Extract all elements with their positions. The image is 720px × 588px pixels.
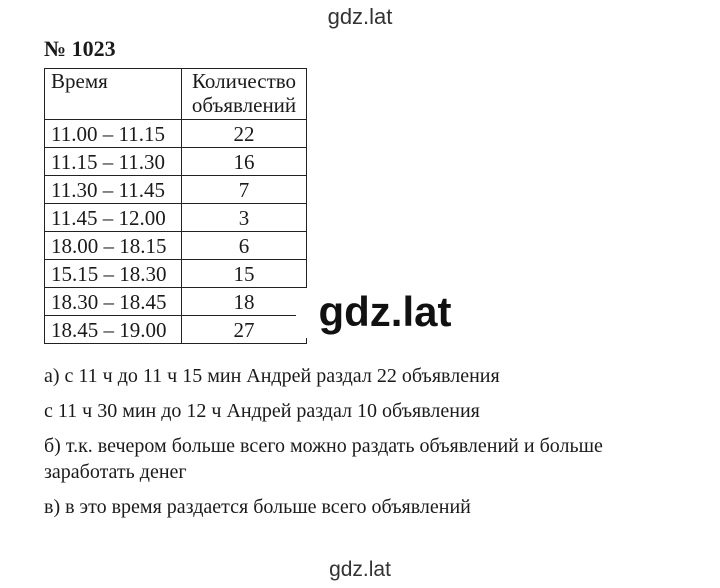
table-row	[45, 120, 307, 148]
table-row	[45, 316, 307, 344]
count-cell: 22	[182, 120, 307, 148]
count-cell: 16	[182, 148, 307, 176]
header-count: Количество объявлений	[182, 69, 307, 120]
data-table	[44, 68, 307, 344]
count-cell: 27	[182, 316, 307, 344]
answer-v: в) в это время раздается больше всего объявлений	[44, 496, 471, 518]
table-row	[45, 288, 307, 316]
answer-b-line1: б) т.к. вечером больше всего можно раздать объявлений и больше	[44, 435, 603, 457]
table-row	[45, 232, 307, 260]
count-cell: 15	[182, 260, 307, 288]
time-cell: 11.45 – 12.00	[45, 204, 182, 232]
table-row	[45, 204, 307, 232]
count-cell: 18	[182, 288, 307, 316]
time-cell: 18.30 – 18.45	[45, 288, 182, 316]
time-cell: 11.15 – 11.30	[45, 148, 182, 176]
time-cell: 15.15 – 18.30	[45, 260, 182, 288]
count-cell: 6	[182, 232, 307, 260]
header-time: Время	[45, 69, 182, 120]
table-row	[45, 148, 307, 176]
watermark-bottom: gdz.lat	[329, 558, 391, 581]
time-cell: 11.30 – 11.45	[45, 176, 182, 204]
count-cell: 7	[182, 176, 307, 204]
table-row	[45, 260, 307, 288]
answer-a-line1: а) с 11 ч до 11 ч 15 мин Андрей раздал 22 объявления	[44, 365, 500, 387]
count-cell: 3	[182, 204, 307, 232]
time-cell: 11.00 – 11.15	[45, 120, 182, 148]
watermark-top: gdz.lat	[327, 4, 393, 29]
answer-b-line2: заработать денег	[44, 461, 187, 483]
problem-number: № 1023	[44, 36, 116, 61]
table-row	[45, 176, 307, 204]
answer-a-line2: с 11 ч 30 мин до 12 ч Андрей раздал 10 объявления	[44, 400, 480, 422]
table-header-row	[45, 69, 307, 120]
time-cell: 18.00 – 18.15	[45, 232, 182, 260]
watermark-middle: gdz.lat	[296, 288, 474, 338]
time-cell: 18.45 – 19.00	[45, 316, 182, 344]
